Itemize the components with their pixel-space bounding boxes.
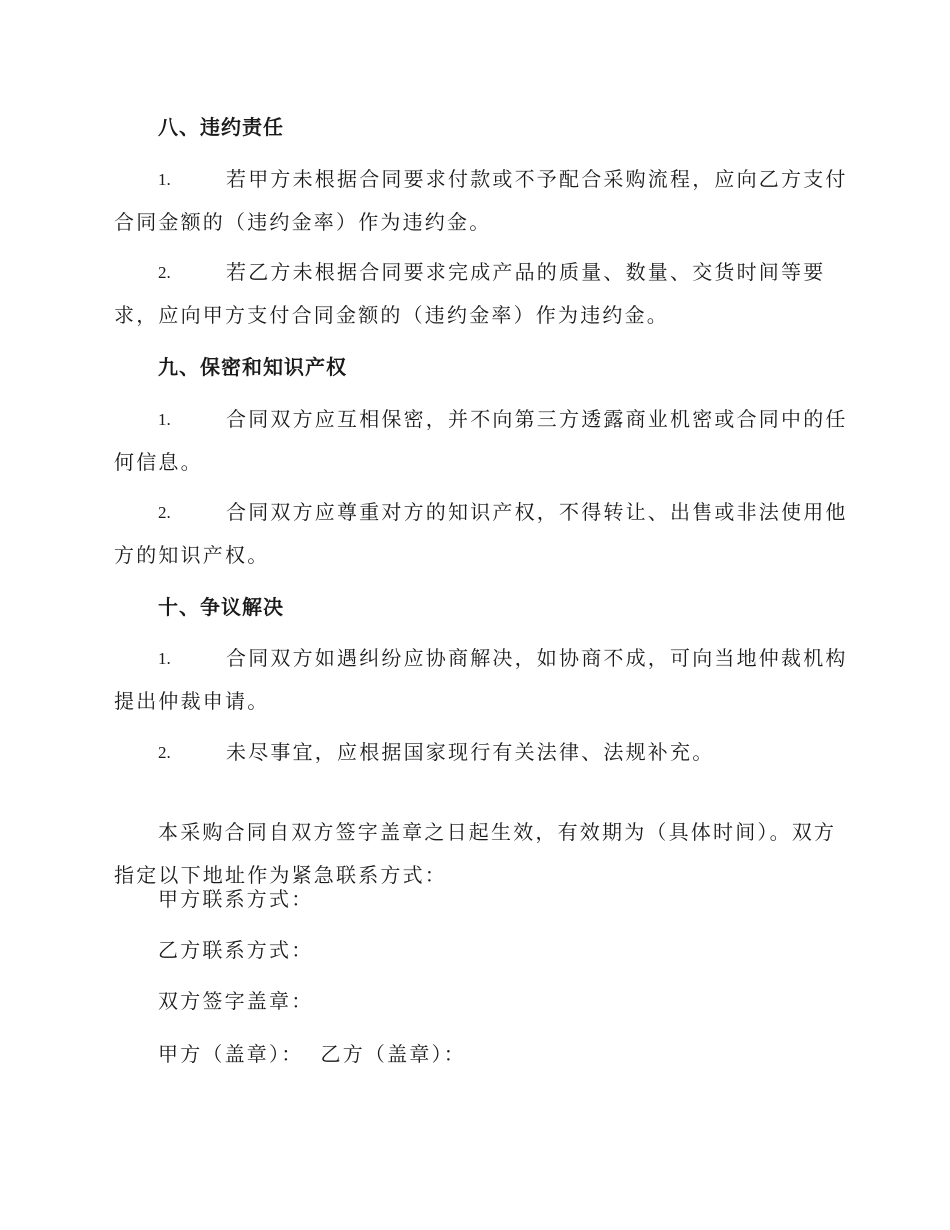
item-text-line-2: 提出仲裁申请。: [114, 689, 270, 713]
item-text-line-1: 合同双方应尊重对方的知识产权，不得转让、出售或非法使用他: [226, 500, 848, 524]
item-text-line-1: 未尽事宜，应根据国家现行有关法律、法规补充。: [226, 740, 715, 764]
party-a-contact-line: 甲方联系方式：: [158, 887, 314, 911]
party-b-contact-line: 乙方联系方式：: [158, 938, 314, 962]
item-text-line-1: 合同双方应互相保密，并不向第三方透露商业机密或合同中的任: [226, 407, 848, 431]
section-9-item-2: [114, 491, 848, 577]
section-8-item-1: [114, 158, 848, 244]
item-text-line-2: 方的知识产权。: [114, 543, 270, 567]
item-text-line-1: 若甲方未根据合同要求付款或不予配合采购流程，应向乙方支付: [226, 167, 848, 191]
section-10-item-2: [114, 731, 834, 774]
item-text-line-2: 何信息。: [114, 450, 203, 474]
item-number: 2.: [158, 503, 171, 522]
item-text-line-2: 求，应向甲方支付合同金额的（违约金率）作为违约金。: [114, 303, 669, 327]
item-number: 2.: [158, 743, 171, 762]
section-10-heading: 十、争议解决: [158, 595, 284, 619]
section-10-item-1: [114, 637, 848, 723]
item-number: 1.: [158, 170, 171, 189]
item-number: 1.: [158, 410, 171, 429]
item-number: 2.: [158, 263, 171, 282]
item-number: 1.: [158, 649, 171, 668]
closing-line-2: 指定以下地址作为紧急联系方式：: [114, 863, 447, 887]
closing-line-1: 本采购合同自双方签字盖章之日起生效，有效期为（具体时间）。双方: [158, 820, 837, 844]
section-9-heading: 九、保密和知识产权: [158, 355, 347, 379]
seals-line: 甲方（盖章）： 乙方（盖章）：: [158, 1042, 466, 1066]
item-text-line-1: 若乙方未根据合同要求完成产品的质量、数量、交货时间等要: [226, 260, 826, 284]
section-8-heading: 八、违约责任: [158, 115, 284, 139]
item-text-line-1: 合同双方如遇纠纷应协商解决，如协商不成，可向当地仲裁机构: [226, 646, 848, 670]
section-9-item-1: [114, 398, 848, 484]
item-text-line-2: 合同金额的（违约金率）作为违约金。: [114, 210, 492, 234]
section-8-item-2: [114, 251, 834, 337]
signatures-line: 双方签字盖章：: [158, 989, 314, 1013]
